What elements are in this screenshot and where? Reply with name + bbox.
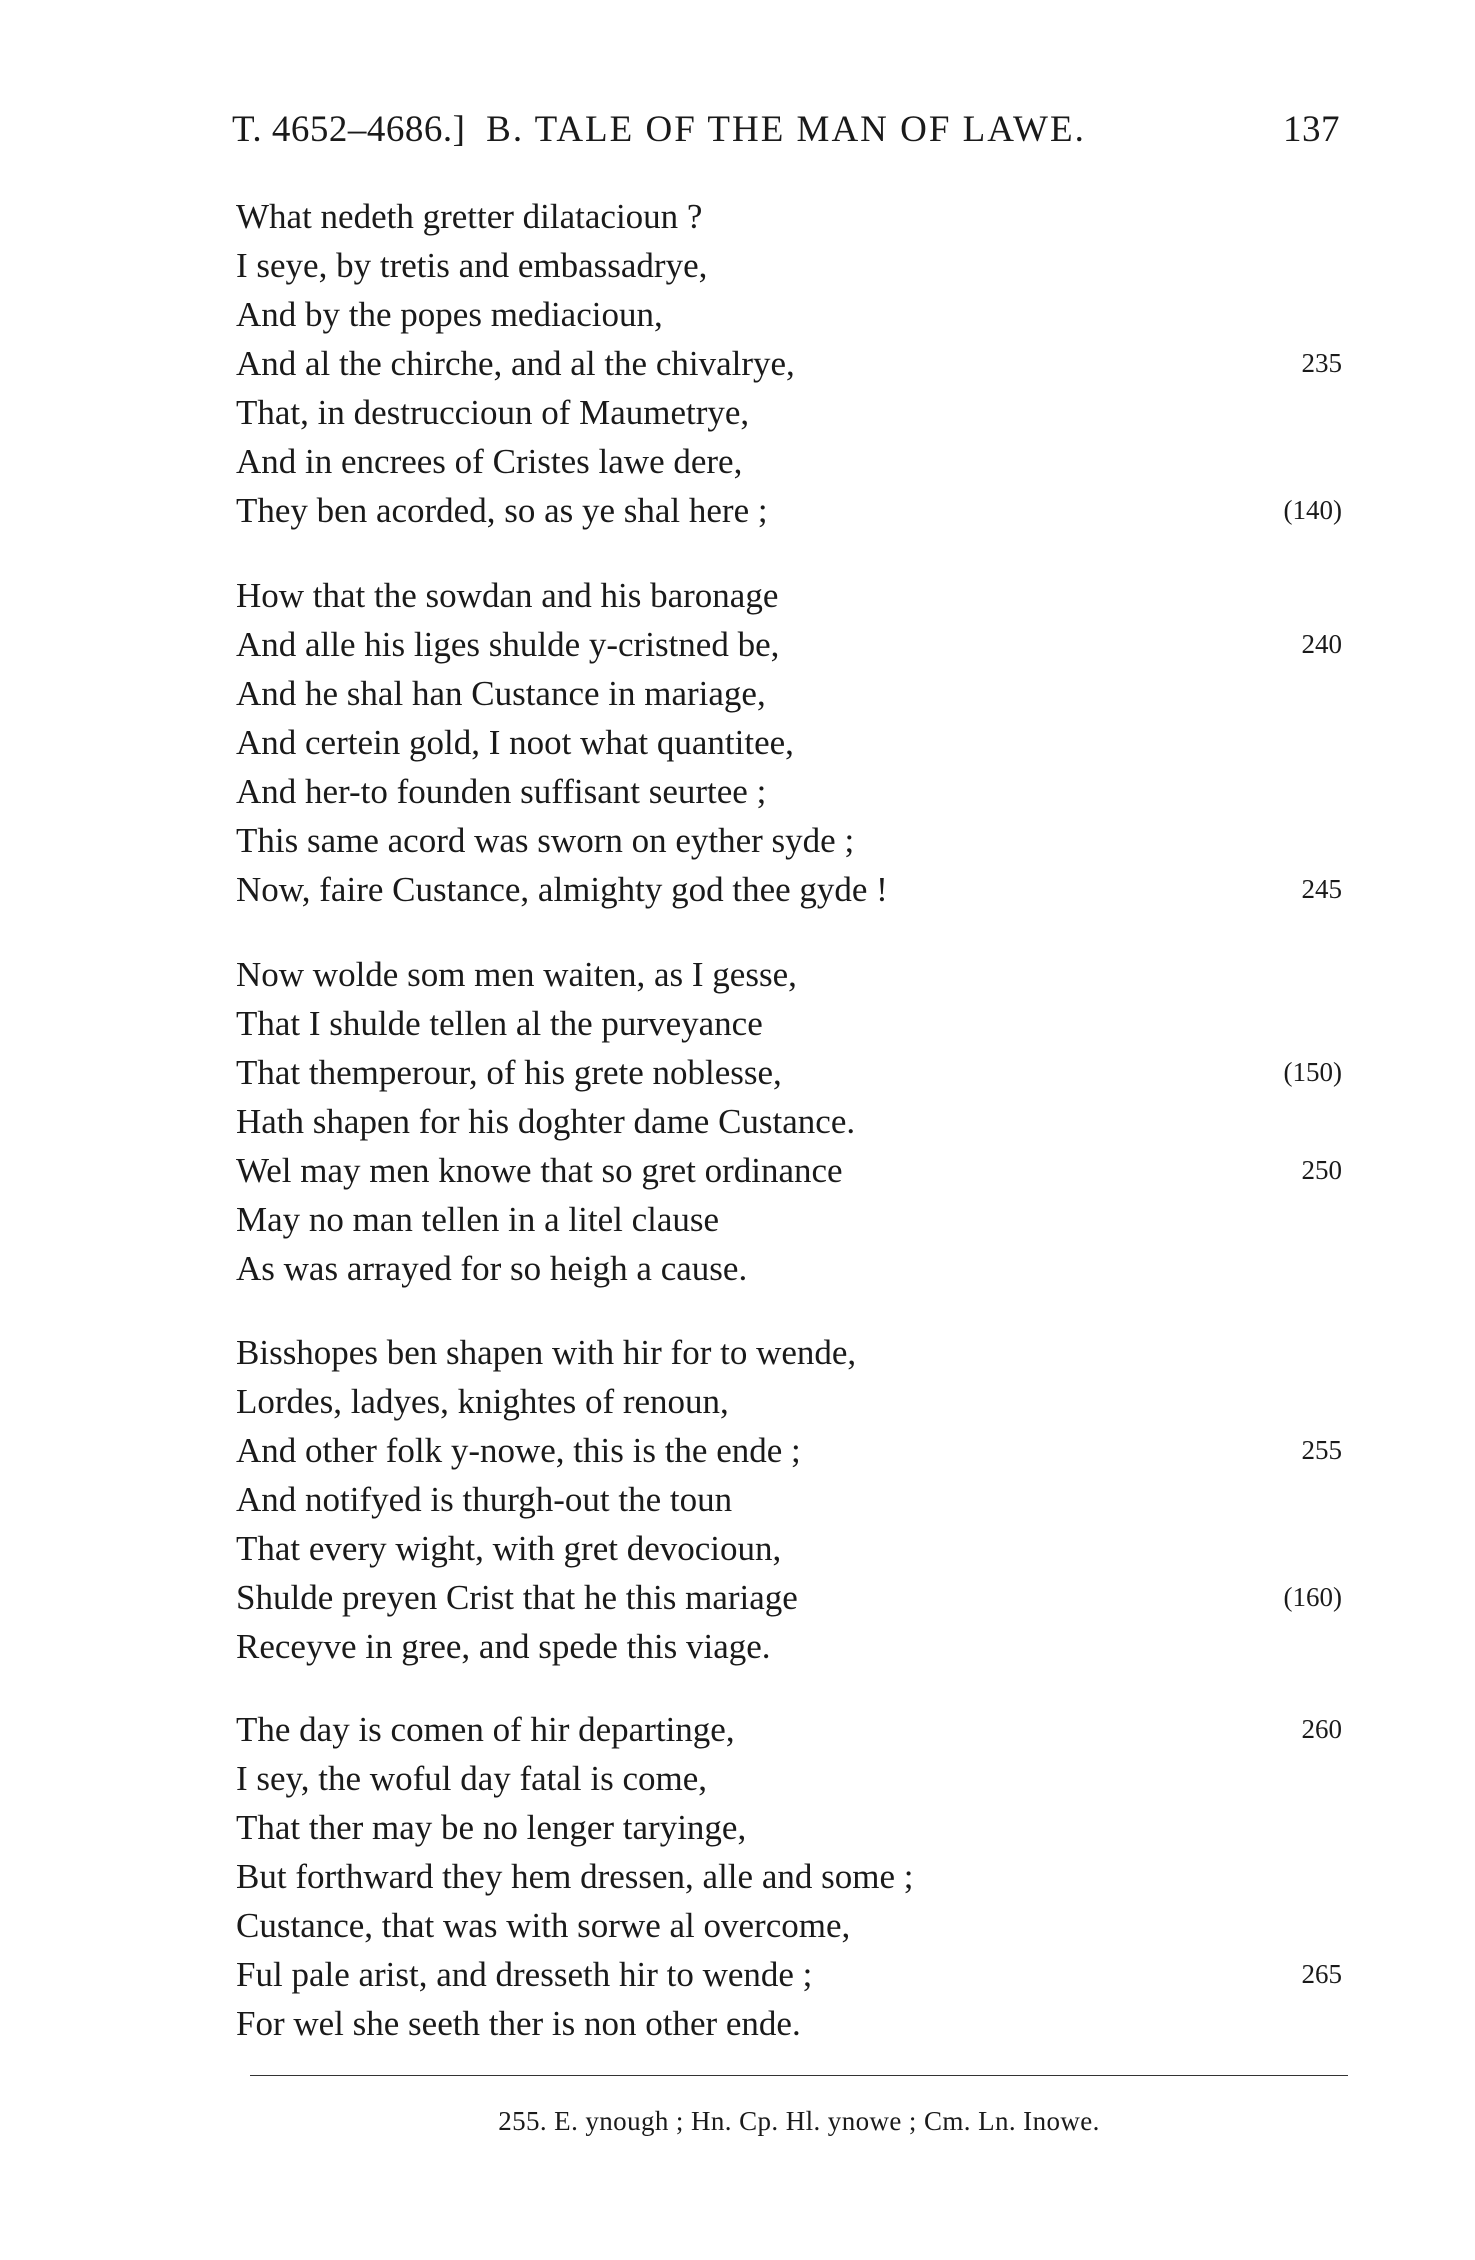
verse-line: [236, 1950, 1342, 1999]
verse-line: [236, 1097, 1342, 1146]
verse-text: How that the sowdan and his baronage: [236, 576, 779, 615]
verse-text: What nedeth gretter dilatacioun ?: [236, 197, 703, 236]
verse-text: And her-to founden suffisant seurtee ;: [236, 772, 767, 811]
verse-line: [236, 1754, 1342, 1803]
verse-line: [236, 1901, 1342, 1950]
footnote: 255. E. ynough ; Hn. Cp. Hl. ynowe ; Cm. Ln. Inowe.: [498, 2106, 1100, 2136]
line-number: 240: [1301, 629, 1342, 659]
verse-line: [236, 1999, 1342, 2048]
line-number: 260: [1301, 1714, 1342, 1744]
stanza-2: [236, 571, 1342, 914]
verse-text: And by the popes mediacioun,: [236, 295, 663, 334]
verse-line: [236, 1475, 1342, 1524]
verse-line: [236, 192, 1342, 241]
verse-text: And notifyed is thurgh-out the toun: [236, 1480, 733, 1519]
verse-line: [236, 339, 1342, 388]
verse-text: That ther may be no lenger taryinge,: [236, 1808, 747, 1847]
verse-text: And in encrees of Cristes lawe dere,: [236, 442, 743, 481]
verse-line: [236, 1244, 1342, 1293]
line-number: (140): [1283, 495, 1342, 525]
verse-text: That themperour, of his grete noblesse,: [236, 1053, 782, 1092]
verse-line: [236, 290, 1342, 339]
running-head: [232, 108, 1340, 158]
verse-text: Shulde preyen Crist that he this mariage: [236, 1578, 798, 1617]
verse-text: That I shulde tellen al the purveyance: [236, 1004, 763, 1043]
verse-text: Now wolde som men waiten, as I gesse,: [236, 955, 797, 994]
verse-text: And he shal han Custance in mariage,: [236, 674, 766, 713]
line-range-reference: T. 4652–4686.]: [232, 109, 466, 150]
verse-text: For wel she seeth ther is non other ende.: [236, 2004, 801, 2043]
running-title: B. TALE OF THE MAN OF LAWE.: [486, 109, 1086, 150]
verse-line: [236, 1048, 1342, 1097]
verse-text: But forthward they hem dressen, alle and some ;: [236, 1857, 914, 1896]
line-number: 245: [1301, 874, 1342, 904]
verse-line: [236, 437, 1342, 486]
verse-text: Hath shapen for his doghter dame Custance.: [236, 1102, 856, 1141]
verse-line: [236, 1377, 1342, 1426]
verse-line: [236, 241, 1342, 290]
verse-text: The day is comen of hir departinge,: [236, 1710, 735, 1749]
verse-line: [236, 620, 1342, 669]
verse-line: [236, 718, 1342, 767]
verse-text: They ben acorded, so as ye shal here ;: [236, 491, 768, 530]
verse-line: [236, 1524, 1342, 1573]
verse-text: May no man tellen in a litel clause: [236, 1200, 720, 1239]
verse-text: Lordes, ladyes, knightes of renoun,: [236, 1382, 729, 1421]
verse-line: [236, 388, 1342, 437]
verse-text: Ful pale arist, and dresseth hir to wende ;: [236, 1955, 813, 1994]
page-number: 137: [1283, 109, 1340, 150]
stanza-3: [236, 950, 1342, 1293]
verse-text: That, in destruccioun of Maumetrye,: [236, 393, 750, 432]
footnote-rule: [250, 2075, 1348, 2076]
verse-line: [236, 999, 1342, 1048]
verse-line: [236, 816, 1342, 865]
verse-text: Bisshopes ben shapen with hir for to wende,: [236, 1333, 857, 1372]
verse-line: [236, 1195, 1342, 1244]
verse-text: That every wight, with gret devocioun,: [236, 1529, 782, 1568]
verse-text: And certein gold, I noot what quantitee,: [236, 723, 794, 762]
verse-text: Receyve in gree, and spede this viage.: [236, 1627, 771, 1666]
verse-line: [236, 1852, 1342, 1901]
verse-text: I sey, the woful day fatal is come,: [236, 1759, 708, 1798]
verse-line: [236, 669, 1342, 718]
verse-line: [236, 571, 1342, 620]
verse-text: And alle his liges shulde y-cristned be,: [236, 625, 780, 664]
verse-text: Wel may men knowe that so gret ordinance: [236, 1151, 843, 1190]
verse-line: [236, 1803, 1342, 1852]
verse-line: [236, 1573, 1342, 1622]
line-number: (160): [1283, 1582, 1342, 1612]
line-number: 265: [1301, 1959, 1342, 1989]
verse-line: [236, 1426, 1342, 1475]
verse-text: As was arrayed for so heigh a cause.: [236, 1249, 748, 1288]
verse-line: [236, 865, 1342, 914]
verse-text: Now, faire Custance, almighty god thee gyde !: [236, 870, 888, 909]
verse-line: [236, 767, 1342, 816]
verse-text: And al the chirche, and al the chivalrye,: [236, 344, 795, 383]
line-number: (150): [1283, 1057, 1342, 1087]
verse-line: [236, 486, 1342, 535]
verse-line: [236, 1622, 1342, 1671]
verse-line: [236, 1328, 1342, 1377]
verse-line: [236, 1146, 1342, 1195]
verse-text: And other folk y-nowe, this is the ende ;: [236, 1431, 801, 1470]
verse-text: This same acord was sworn on eyther syde ;: [236, 821, 855, 860]
line-number: 250: [1301, 1155, 1342, 1185]
verse-line: [236, 950, 1342, 999]
verse-line: [236, 1705, 1342, 1754]
line-number: 235: [1301, 348, 1342, 378]
line-number: 255: [1301, 1435, 1342, 1465]
verse-text: I seye, by tretis and embassadrye,: [236, 246, 708, 285]
stanza-5: [236, 1705, 1342, 2048]
verse-text: Custance, that was with sorwe al overcome,: [236, 1906, 851, 1945]
stanza-4: [236, 1328, 1342, 1671]
stanza-1: [236, 192, 1342, 535]
